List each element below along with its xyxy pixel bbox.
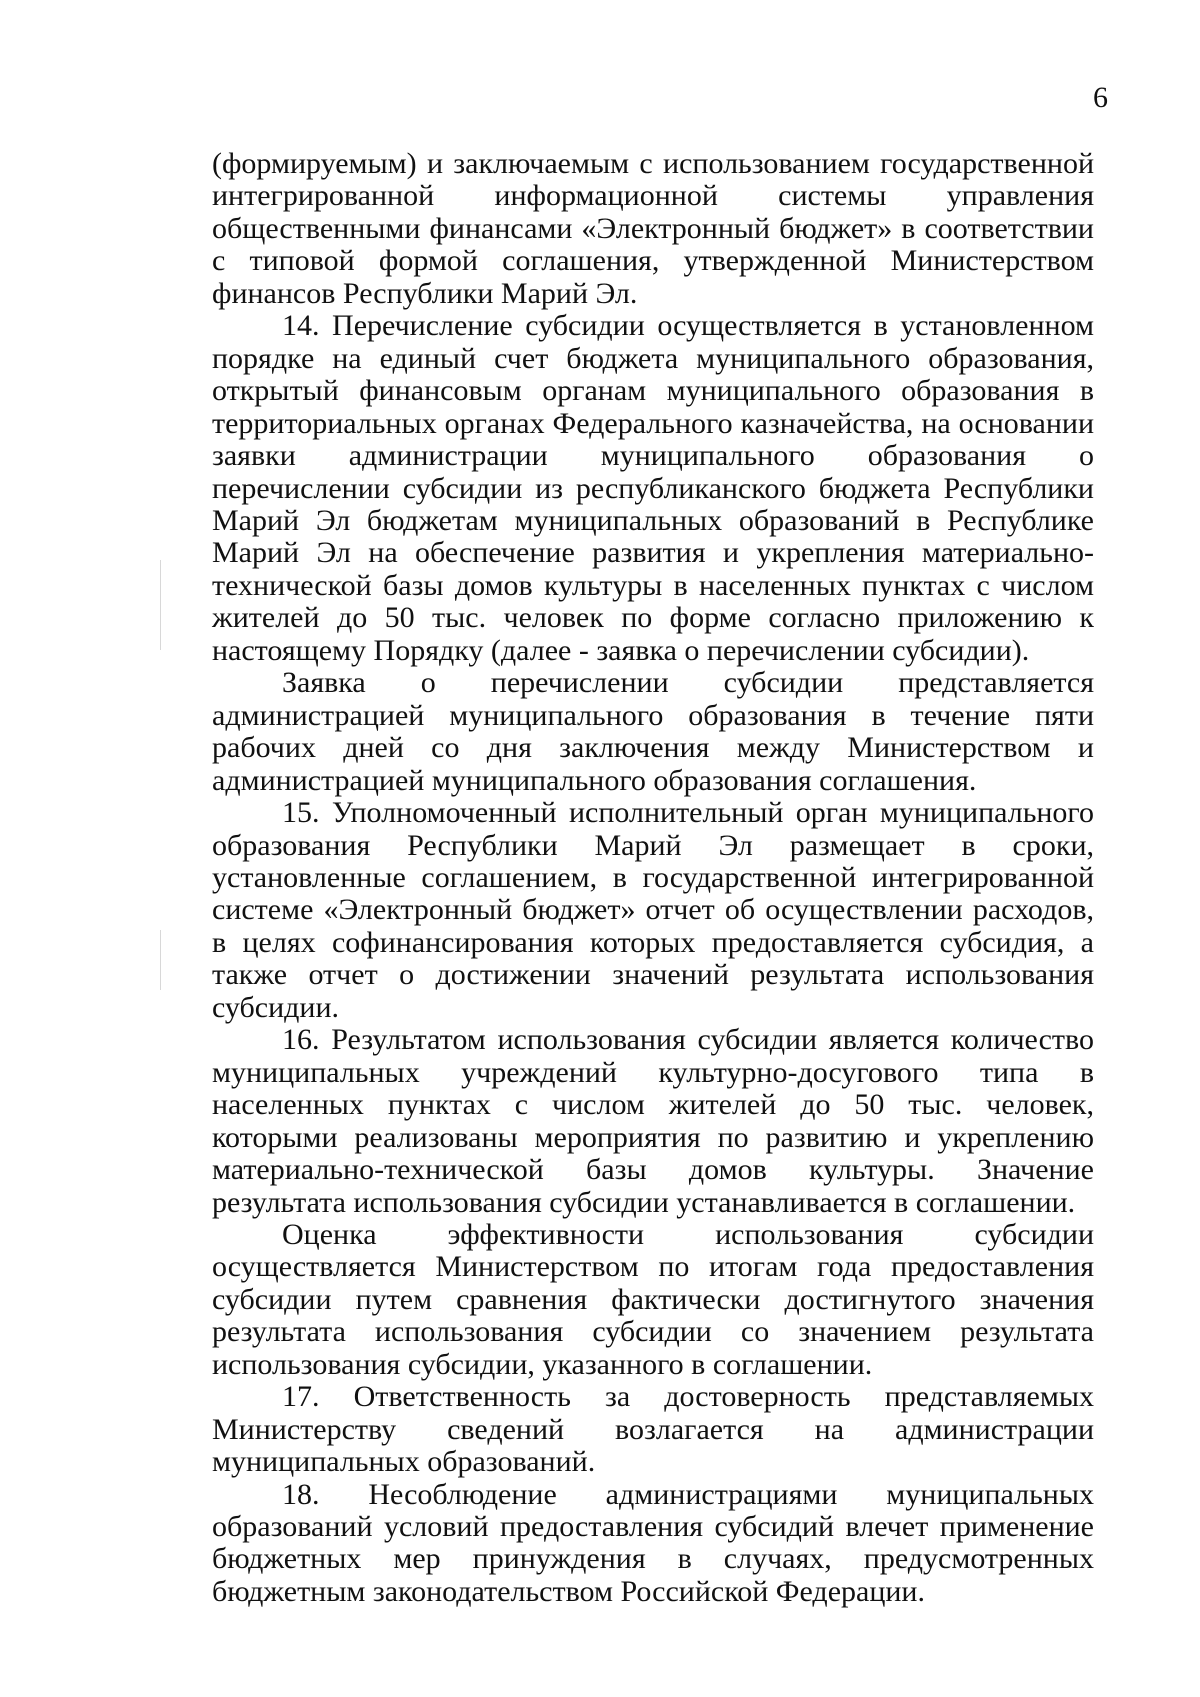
scan-margin-mark [160,930,161,990]
paragraph-efficiency-assessment: Оценка эффективности использования субсидии осуществляется Министерством по итогам года предоставления субсидии путем сравнения фактически достигнутого значения результата использования субсидии со значением результата использования субсидии, указанного в соглашении. [212,1217,1094,1381]
scan-margin-mark [160,560,161,650]
paragraph-clause-14: 14. Перечисление субсидии осуществляется в установленном порядке на единый счет бюджета муниципального образования, открытый финансовым органам муниципального образования в территориальных органах Федерального казначейства, на основании заявки администрации муниципального образования о перечислении субсидии из республиканского бюджета Республики Марий Эл бюджетам муниципальных образований в Республике Марий Эл на обеспечение развития и укрепления материально-технической базы домов культуры в населенных пунктах с числом жителей до 50 тыс. человек по форме согласно приложению к настоящему Порядку (далее - заявка о перечислении субсидии). [212,309,1094,667]
paragraph-clause-16: 16. Результатом использования субсидии является количество муниципальных учреждений культурно-досугового типа в населенных пунктах с числом жителей до 50 тыс. человек, которыми реализованы мероприятия по развитию и укреплению материально-технической базы домов культуры. Значение результата использования субсидии устанавливается в соглашении. [212,1023,1094,1219]
page-number: 6 [1093,81,1108,114]
paragraph-clause-18: 18. Несоблюдение администрациями муниципальных образований условий предоставления субсидий влечет применение бюджетных мер принуждения в случаях, предусмотренных бюджетным законодательством Российской Федерации. [212,1477,1094,1608]
paragraph-application-deadline: Заявка о перечислении субсидии представляется администрацией муниципального образования в течение пяти рабочих дней со дня заключения между Министерством и администрацией муниципального образования соглашения. [212,666,1094,797]
document-body [212,148,1094,1608]
paragraph-clause-17: 17. Ответственность за достоверность представляемых Министерству сведений возлагается на администрации муниципальных образований. [212,1380,1094,1479]
paragraph-continuation: (формируемым) и заключаемым с использованием государственной интегрированной информационной системы управления общественными финансами «Электронный бюджет» в соответствии с типовой формой соглашения, утвержденной Министерством финансов Республики Марий Эл. [212,147,1094,310]
paragraph-clause-15: 15. Уполномоченный исполнительный орган муниципального образования Республики Марий Эл размещает в сроки, установленные соглашением, в государственной интегрированной системе «Электронный бюджет» отчет об осуществлении расходов, в целях софинансирования которых предоставляется субсидия, а также отчет о достижении значений результата использования субсидии. [212,796,1094,1024]
